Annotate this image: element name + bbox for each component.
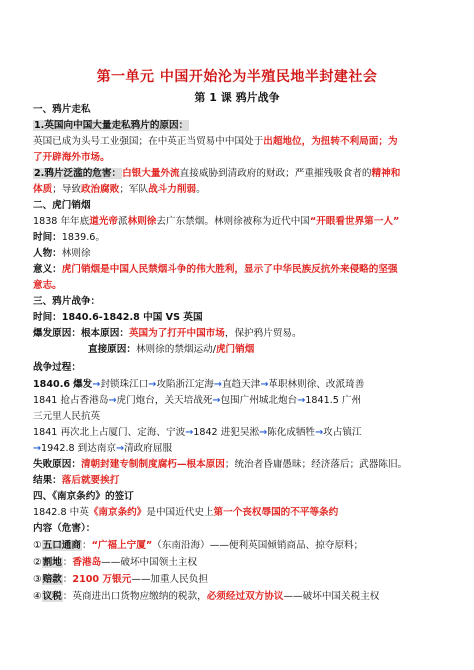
right-arrow-icon: → xyxy=(185,427,194,438)
s2-meaning-label: 意义： xyxy=(33,264,62,275)
c2-num: ② xyxy=(33,557,42,568)
s1-q2: 2.鸦片泛滥的危害： xyxy=(34,168,122,179)
s3-result-value: 落后就要挨打 xyxy=(61,475,120,486)
s2-time xyxy=(33,230,447,245)
s2-p1c: 派 xyxy=(118,216,128,227)
c1-num: ① xyxy=(33,540,42,551)
s3-time-value: 1840.6-1842.8 中国 VS 英国 xyxy=(61,312,203,323)
s1-p1c: 了开辟海外市场。 xyxy=(33,152,110,163)
s1-p2e: ；导致 xyxy=(52,184,81,195)
c1-a: ： xyxy=(81,540,92,551)
s1-p2-line2 xyxy=(33,182,447,197)
s3-cause-direct-label: 直接原因： xyxy=(88,344,136,355)
pr5-b: 清政府屈服 xyxy=(124,443,173,454)
c2-label: 割地 xyxy=(42,557,62,568)
pr1-a: 封锁珠江口 xyxy=(100,379,149,390)
s4-content-4 xyxy=(33,589,447,604)
c2-b: 香港岛 xyxy=(72,557,102,568)
pr1-label: 爆发 xyxy=(73,379,93,390)
c4-a: ：英商进出口货物应缴纳的税款， xyxy=(62,591,207,602)
s3-process-1 xyxy=(33,377,447,392)
s3-cause-root-value: 英国为了打开中国市场 xyxy=(128,328,225,339)
right-arrow-icon: → xyxy=(148,379,157,390)
s1-q1 xyxy=(33,118,447,133)
right-arrow-icon: → xyxy=(212,395,221,406)
s2-p1d: 林则徐 xyxy=(127,216,157,227)
c1-b: “广福上宁厦” xyxy=(91,540,153,551)
s2-person xyxy=(33,246,447,261)
s1-p2g: ；军队 xyxy=(119,184,149,195)
right-arrow-icon: → xyxy=(213,379,222,390)
right-arrow-icon: → xyxy=(33,443,42,454)
s4-p1b: 《南京条约》 xyxy=(88,507,147,518)
s4-content-2 xyxy=(33,555,447,570)
s3-fail xyxy=(33,457,447,472)
s2-p1e: 去广东禁烟。林则徐被称为近代中国 xyxy=(156,216,310,227)
c4-c: ——破坏中国关税主权 xyxy=(283,591,380,602)
right-arrow-icon: → xyxy=(315,427,324,438)
s1-p2b: 直接威胁到清政府的财政；严重摧残吸食者的 xyxy=(179,168,372,179)
pr1-date: 1840.6 xyxy=(33,379,71,390)
s1-p2c: 精神和 xyxy=(371,168,401,179)
s2-person-value: 林则徐 xyxy=(61,248,91,259)
s2-meaning-line2 xyxy=(33,278,447,293)
c3-b: 2100 万银元 xyxy=(72,574,132,585)
pr2-a: 1841 抢占香港岛 xyxy=(33,395,109,406)
right-arrow-icon: → xyxy=(92,379,101,390)
c3-c: ——加重人民负担 xyxy=(131,574,208,585)
s1-p1-line1 xyxy=(33,134,447,149)
s2-p1f: “开眼看世界第一人” xyxy=(309,216,400,227)
s1-p2i: 。 xyxy=(196,184,206,195)
pr1-d: 革职林则徐、改派琦善 xyxy=(268,379,365,390)
pr4-d: 攻占镇江 xyxy=(323,427,362,438)
s1-p2-line1 xyxy=(33,166,447,181)
pr4-a: 1841 再次北上占厦门、定海、宁波 xyxy=(33,427,186,438)
s2-time-label: 时间： xyxy=(33,232,62,243)
s4-content-label: 内容（危害）： xyxy=(33,523,96,534)
pr4-b: 1842 进犯吴淞 xyxy=(193,427,260,438)
c4-label: 议税 xyxy=(42,591,62,602)
c3-label: 赔款 xyxy=(42,574,62,585)
s2-p1 xyxy=(33,214,447,229)
s4-p1 xyxy=(33,505,447,520)
s4-content-1 xyxy=(33,538,447,553)
lesson-title: 第 1 课 鸦片战争 xyxy=(194,91,280,104)
c2-c: ——破坏中国领土主权 xyxy=(101,557,198,568)
s2-time-value: 1839.6。 xyxy=(61,232,105,243)
pr2-b: 虎门炮台，关天培战死 xyxy=(116,395,213,406)
right-arrow-icon: → xyxy=(116,443,125,454)
s1-q1-text: 1.英国向中国大量走私鸦片的原因： xyxy=(34,120,189,131)
s2-p1a: 1838 年年底 xyxy=(33,216,90,227)
s4-content-3 xyxy=(33,572,447,587)
right-arrow-icon: → xyxy=(260,379,269,390)
s3-fail-red: 清朝封建专制制度腐朽—根本原因 xyxy=(80,459,225,470)
s3-time-label: 时间： xyxy=(33,312,62,323)
s3-process-4 xyxy=(33,425,447,440)
s3-process-5 xyxy=(33,441,447,456)
unit-title: 第一单元 中国开始沦为半殖民地半封建社会 xyxy=(96,69,378,85)
s3-cause-root-label: 根本原因： xyxy=(80,328,129,339)
s2-meaning-b: 意志。 xyxy=(33,280,62,291)
c1-c: （东南沿海）——便利英国倾销商品、掠夺原料； xyxy=(152,540,364,551)
c4-b: 必须经过双方协议 xyxy=(206,591,284,602)
c3-num: ③ xyxy=(33,574,42,585)
s3-cause-root xyxy=(33,326,447,341)
s3-time xyxy=(33,310,447,325)
right-arrow-icon: → xyxy=(297,395,306,406)
section-4-heading: 四、《南京条约》的签订 xyxy=(33,491,134,502)
section-1-heading: 一、鸦片走私 xyxy=(33,104,91,115)
s4-p1c: 是中国近代史上 xyxy=(146,507,214,518)
s3-cause-direct-value: 林则徐的禁烟运动/ xyxy=(135,344,216,355)
s3-process-label: 战争过程： xyxy=(33,362,81,373)
s1-p2d: 体质 xyxy=(33,184,53,195)
s1-p2a: 白银大量外流 xyxy=(122,168,180,179)
s3-result-label: 结果： xyxy=(33,475,62,486)
pr1-c: 直趋天津 xyxy=(221,379,261,390)
pr2-d: 1841.5 广州 xyxy=(305,395,362,406)
c3-a: ： xyxy=(62,574,73,585)
c2-a: ： xyxy=(62,557,73,568)
s2-meaning-line1 xyxy=(33,262,447,277)
s1-p2h: 战斗力削弱 xyxy=(148,184,197,195)
s1-p1a: 英国已成为头号工业强国；在中英正当贸易中中国处于 xyxy=(33,136,264,147)
s2-p1b: 道光帝 xyxy=(89,216,119,227)
c4-num: ④ xyxy=(33,591,42,602)
s3-cause-root-rest: ，保护鸦片贸易。 xyxy=(224,328,302,339)
s3-cause-label: 爆发原因： xyxy=(33,328,81,339)
s1-p1b: 出超地位，为扭转不利局面；为 xyxy=(263,136,398,147)
section-2-heading: 二、虎门销烟 xyxy=(33,200,91,211)
s1-p1-line2 xyxy=(33,150,447,165)
s3-cause-direct xyxy=(88,342,474,357)
pr5-a: 1942.8 到达南京 xyxy=(41,443,117,454)
s3-cause-direct-red: 虎门销烟 xyxy=(215,344,255,355)
s2-person-label: 人物： xyxy=(33,248,62,259)
s4-p1d: 第一个丧权辱国的不平等条约 xyxy=(213,507,339,518)
s3-result xyxy=(33,473,447,488)
section-3-heading: 三、鸦片战争： xyxy=(33,296,101,307)
right-arrow-icon: → xyxy=(108,395,117,406)
s3-process-2 xyxy=(33,393,447,408)
s2-meaning-a: 虎门销烟是中国人民禁烟斗争的伟大胜利，显示了中华民族反抗外来侵略的坚强 xyxy=(61,264,398,275)
pr4-c: 陈化成牺牲 xyxy=(267,427,316,438)
c1-label: 五口通商 xyxy=(42,540,81,551)
right-arrow-icon: → xyxy=(259,427,268,438)
s3-fail-rest: ；统治者昏庸愚昧；经济落后；武器陈旧。 xyxy=(224,459,408,470)
s3-fail-label: 失败原因： xyxy=(33,459,81,470)
s4-p1a: 1842.8 中英 xyxy=(33,507,89,518)
pr2-c: 包围广州城北炮台 xyxy=(220,395,298,406)
s1-p2f: 政治腐败 xyxy=(80,184,120,195)
s3-process-3: 三元里人民抗英 xyxy=(33,411,101,422)
pr1-b: 攻陷浙江定海 xyxy=(156,379,214,390)
